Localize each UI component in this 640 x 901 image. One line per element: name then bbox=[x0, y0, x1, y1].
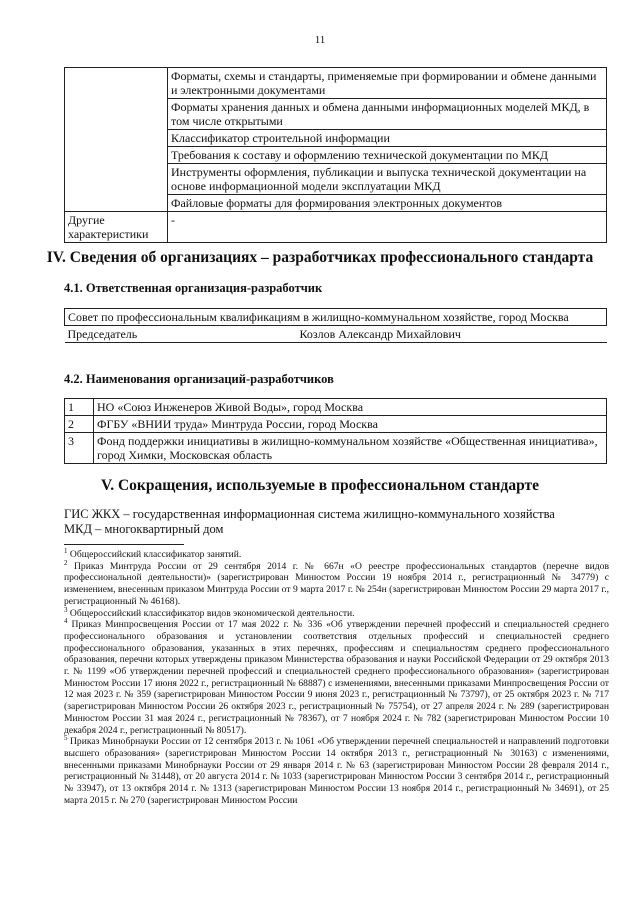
org-name: Фонд поддержки инициативы в жилищно-коммунальном хозяйстве «Общественная инициатива», город Химки, Московская область bbox=[94, 433, 607, 464]
responsible-org-name: Совет по профессиональным квалификациям в жилищно-коммунальном хозяйстве, город Москва bbox=[65, 309, 607, 326]
org-number: 1 bbox=[65, 399, 94, 416]
table-row bbox=[65, 416, 607, 433]
developer-orgs-table bbox=[64, 398, 607, 464]
table-row bbox=[65, 399, 607, 416]
table-cell: Форматы, схемы и стандарты, применяемые при формировании и обмене данными и электронными документами bbox=[168, 68, 607, 99]
subsection-4-1-heading: 4.1. Ответственная организация-разработчик bbox=[64, 281, 323, 295]
table-cell: Классификатор строительной информации bbox=[168, 130, 607, 147]
knowledge-table bbox=[64, 67, 607, 243]
footnote: $^1$ Общероссийский классификатор занятий. bbox=[64, 546, 242, 560]
org-name: НО «Союз Инженеров Живой Воды», город Москва bbox=[94, 399, 607, 416]
abbreviation-line: ГИС ЖКХ – государственная информационная система жилищно-коммунального хозяйства bbox=[64, 507, 555, 521]
footnote: $^2$ Приказ Минтруда России от 29 сентября 2014 г. № 667н «О реестре профессиональных стандартов (перечне видов профессиональной деятельности)» (зарегистрирован Минюстом России 19 ноября 2014 г., регистрационный № 34779) с изменением, внесенным приказом Минтруда России от 9 марта 2017 г. № 254н (зарегистрирован Минюстом России 29 марта 2017 г., регистрационный № 46168). bbox=[64, 558, 609, 607]
subsection-4-2-heading: 4.2. Наименования организаций-разработчиков bbox=[64, 372, 334, 386]
table-row bbox=[65, 326, 607, 343]
footnote: $^4$ Приказ Минпросвещения России от 17 мая 2022 г. № 336 «Об утверждении перечней профессий и специальностей среднего профессионального образования и установлении соответствия отдельных профессий и специальностей среднего профессионального образования, указанных в этих перечнях, профессиям и специальностям среднего профессионального образования, перечни которых утверждены приказом Министерства образования и науки Российской Федерации от 29 октября 2013 г. № 1199 «Об утверждении перечней профессий и специальностей среднего профессионального образования» (зарегистрирован Минюстом России 17 июня 2022 г., регистрационный № 68887) с изменениями, внесенными приказами Минпросвещения России от 12 мая 2023 г. № 359 (зарегистрирован Минюстом России 9 июня 2023 г., регистрационный № 73797), от 25 октября 2023 г. № 717 (зарегистрирован Минюстом России 26 октября 2023 г., регистрационный № 75754), от 27 апреля 2024 г. № 289 (зарегистрирован Минюстом России 31 мая 2024 г., регистрационный № 78367), от 7 ноября 2024 г. № 782 (зарегистрирован Минюстом России 10 декабря 2024 г., регистрационный № 80517). bbox=[64, 617, 609, 736]
footnote: $^5$ Приказ Минобрнауки России от 12 сентября 2013 г. № 1061 «Об утверждении перечней специальностей и направлений подготовки высшего образования» (зарегистрирован Минюстом России 14 октября 2013 г., регистрационный № 30163) с изменениями, внесенными приказами Минобрнауки России от 29 января 2014 г. № 63 (зарегистрирован Минюстом России 28 февраля 2014 г., регистрационный № 31448), от 20 августа 2014 г. № 1033 (зарегистрирован Минюстом России 3 сентября 2014 г., регистрационный № 33947), от 13 октября 2014 г. № 1313 (зарегистрирован Минюстом России 13 ноября 2014 г., регистрационный № 34691), от 25 марта 2015 г. № 270 (зарегистрирован Минюстом России bbox=[64, 734, 609, 806]
table-row bbox=[65, 309, 607, 326]
table-cell: Требования к составу и оформлению технической документации по МКД bbox=[168, 147, 607, 164]
chair-label: Председатель bbox=[67, 327, 138, 341]
table-row bbox=[65, 68, 607, 99]
org-number: 3 bbox=[65, 433, 94, 464]
org-number: 2 bbox=[65, 416, 94, 433]
footnote: $^3$ Общероссийский классификатор видов экономической деятельности. bbox=[64, 605, 355, 619]
table-cell: Форматы хранения данных и обмена данными информационных моделей МКД, в том числе открытыми bbox=[168, 99, 607, 130]
footnote-separator bbox=[64, 544, 184, 545]
table-cell: Файловые форматы для формирования электронных документов bbox=[168, 195, 607, 212]
page-number: 11 bbox=[314, 34, 326, 46]
other-characteristics-label: Другие характеристики bbox=[65, 212, 168, 243]
abbreviation-line: МКД – многоквартирный дом bbox=[64, 522, 224, 536]
table-cell: Инструменты оформления, публикации и выпуска технической документации на основе информационной модели эксплуатации МКД bbox=[168, 164, 607, 195]
org-name: ФГБУ «ВНИИ труда» Минтруда России, город Москва bbox=[94, 416, 607, 433]
responsible-org-table bbox=[64, 308, 607, 343]
table-row bbox=[65, 212, 607, 243]
section-4-heading: IV. Сведения об организациях – разработчиках профессионального стандарта bbox=[46, 249, 594, 266]
chair-name: Козлов Александр Михайлович bbox=[299, 327, 461, 341]
footnotes bbox=[64, 546, 609, 806]
section-5-heading: V. Сокращения, используемые в профессиональном стандарте bbox=[101, 477, 539, 494]
table-row bbox=[65, 433, 607, 464]
other-characteristics-value: - bbox=[168, 212, 607, 243]
empty-label-cell bbox=[65, 68, 168, 212]
chair-row bbox=[65, 326, 607, 343]
